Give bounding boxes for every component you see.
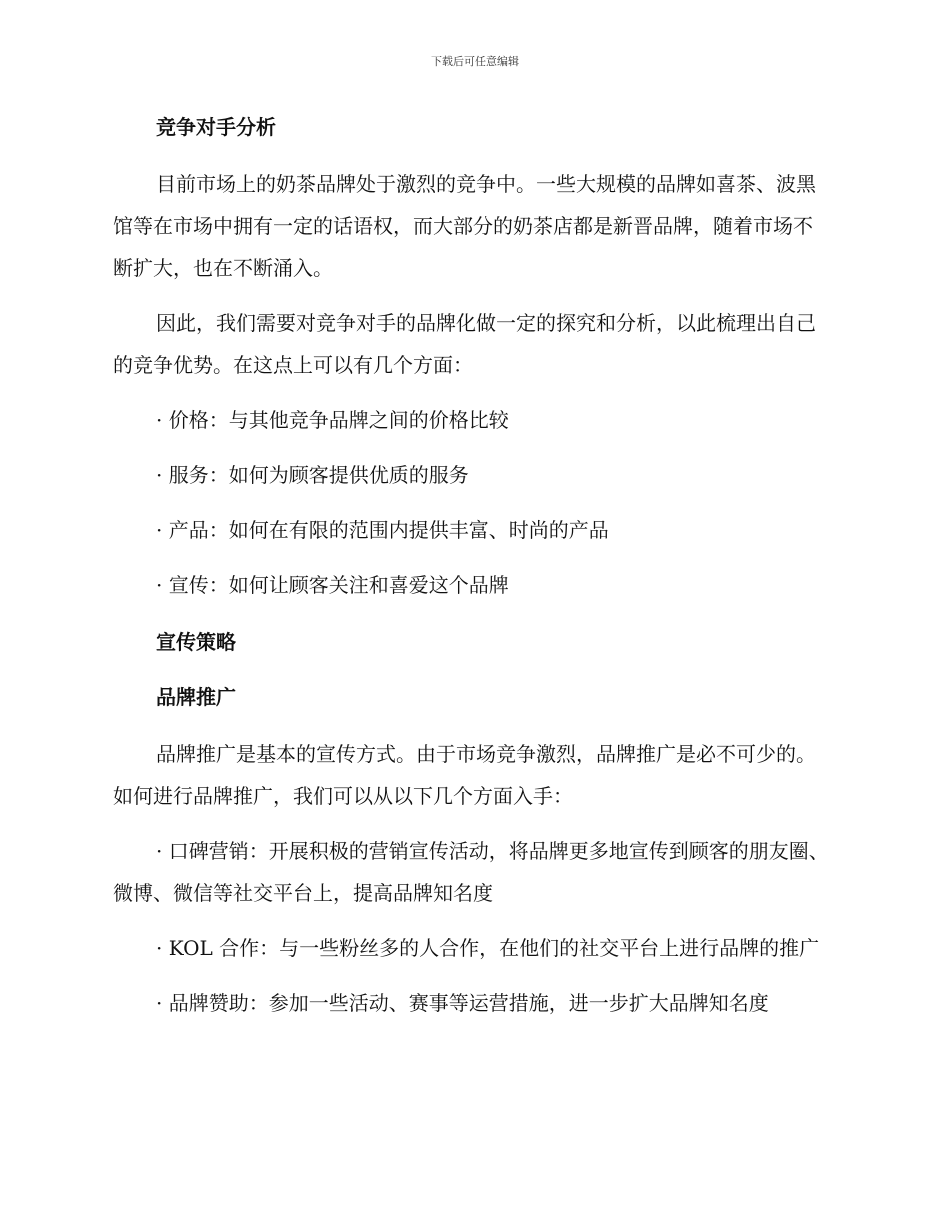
paragraph-competitor-market: 目前市场上的奶茶品牌处于激烈的竞争中。一些大规模的品牌如喜茶、波黑馆等在市场中拥有一定的话语权，而大部分的奶茶店都是新晋品牌，随着市场不断扩大，也在不断涌入。 xyxy=(113,172,816,280)
paragraph-competitor-analysis: 因此，我们需要对竞争对手的品牌化做一定的探究和分析，以此梳理出自己的竞争优势。在这点上可以有几个方面： xyxy=(113,311,816,377)
page-header-note: 下载后可任意编辑 xyxy=(431,55,519,68)
heading-competitor-analysis: 竞争对手分析 xyxy=(156,115,276,139)
heading-brand-promotion: 品牌推广 xyxy=(156,685,236,709)
list-item-sponsorship: · 品牌赞助：参加一些活动、赛事等运营措施，进一步扩大品牌知名度 xyxy=(156,991,769,1015)
list-item-kol-cooperation: · KOL 合作：与一些粉丝多的人合作，在他们的社交平台上进行品牌的推广 xyxy=(156,936,820,960)
list-item-word-of-mouth: · 口碑营销：开展积极的营销宣传活动，将品牌更多地宣传到顾客的朋友圈、微博、微信等社交平台上，提高品牌知名度 xyxy=(113,839,829,905)
heading-promotion-strategy: 宣传策略 xyxy=(156,630,236,654)
list-item-promotion: · 宣传：如何让顾客关注和喜爱这个品牌 xyxy=(156,573,509,597)
list-item-service: · 服务：如何为顾客提供优质的服务 xyxy=(156,463,469,487)
document-body xyxy=(113,108,831,1024)
list-item-product: · 产品：如何在有限的范围内提供丰富、时尚的产品 xyxy=(156,518,609,542)
paragraph-brand-promotion: 品牌推广是基本的宣传方式。由于市场竞争激烈，品牌推广是必不可少的。如何进行品牌推广，我们可以从以下几个方面入手： xyxy=(113,742,816,808)
list-item-price: · 价格：与其他竞争品牌之间的价格比较 xyxy=(156,408,509,432)
